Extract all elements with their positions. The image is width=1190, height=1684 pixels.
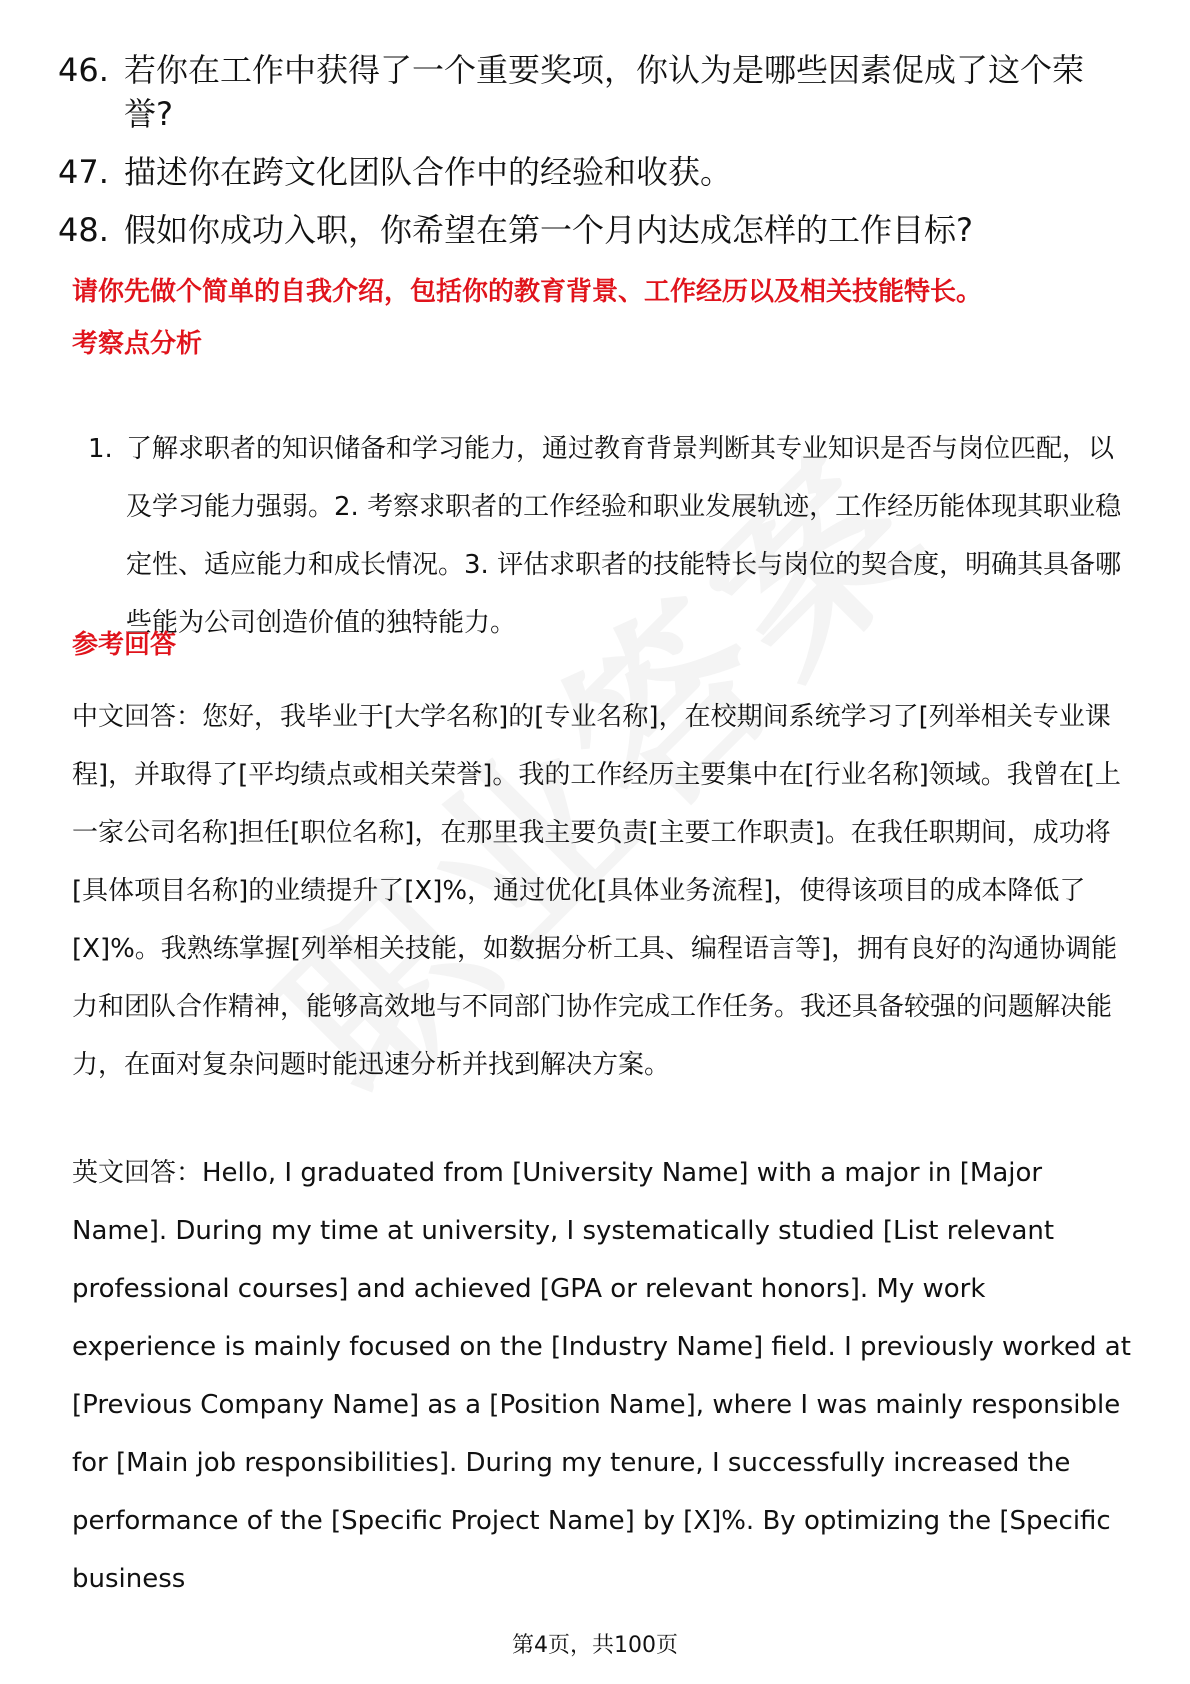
question-item [58,48,1128,136]
reference-title: 参考回答 [72,630,177,660]
page-footer: 第4页，共100页 [512,1633,678,1658]
question-number: 46. [58,51,109,89]
question-item [58,150,1128,194]
analysis-text: 了解求职者的知识储备和学习能力，通过教育背景判断其专业知识是否与岗位匹配，以及学习能力强弱。2. 考察求职者的工作经验和职业发展轨迹，工作经历能体现其职业稳定性、适应能力和成长情况。3. 评估求职者的技能特长与岗位的契合度，明确其具备哪些能为公司创造价值的独特能力。 [126,434,1122,638]
question-number: 48. [58,211,109,249]
question-item [58,208,1128,252]
analysis-item [88,420,1128,652]
analysis-title: 考察点分析 [72,329,203,359]
question-text: 描述你在跨文化团队合作中的经验和收获。 [124,153,733,191]
chinese-answer: 中文回答：您好，我毕业于[大学名称]的[专业名称]，在校期间系统学习了[列举相关专业课程]，并取得了[平均绩点或相关荣誉]。我的工作经历主要集中在[行业名称]领域。我曾在[上一家公司名称]担任[职位名称]，在那里我主要负责[主要工作职责]。在我任职期间，成功将[具体项目名称]的业绩提升了[X]%，通过优化[具体业务流程]，使得该项目的成本降低了[X]%。我熟练掌握[列举相关技能，如数据分析工具、编程语言等]，拥有良好的沟通协调能力和团队合作精神，能够高效地与不同部门协作完成工作任务。我还具备较强的问题解决能力，在面对复杂问题时能迅速分析并找到解决方案。 [72,702,1121,1080]
question-number: 47. [58,153,109,191]
analysis-number: 1. [88,434,113,464]
english-answer: 英文回答：Hello, I graduated from [University Name] with a major in [Major Name]. During my time at university, I systematically studied [List relevant professional courses] and achieved [GPA or relevant honors]. My work experience is mainly focused on the [Industry Name] field. I previously worked at [Previous Company Name] as a [Position Name], where I was mainly responsible for [Main job responsibilities]. During my tenure, I successfully increased the performance of the [Specific Project Name] by [X]%. By optimizing the [Specific business [72,1158,1131,1594]
section-question-title: 请你先做个简单的自我介绍，包括你的教育背景、工作经历以及相关技能特长。 [72,277,983,307]
question-text: 假如你成功入职，你希望在第一个月内达成怎样的工作目标? [124,211,973,249]
question-text: 若你在工作中获得了一个重要奖项，你认为是哪些因素促成了这个荣誉? [124,51,1085,133]
question-list [58,48,1128,266]
